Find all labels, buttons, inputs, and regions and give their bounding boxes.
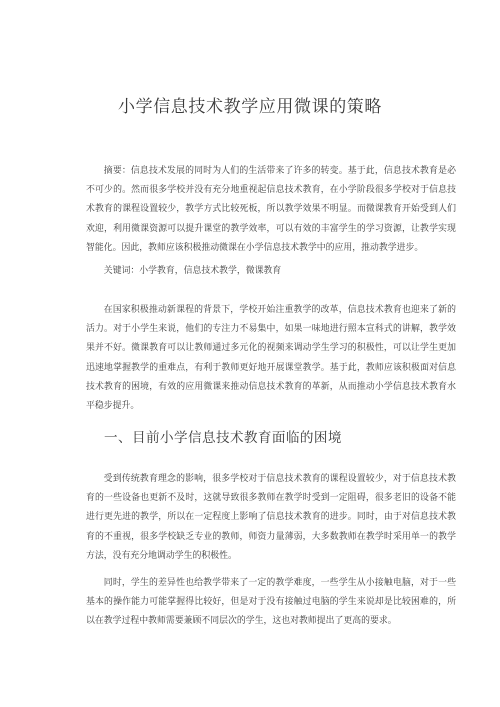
intro-paragraph: 在国家积极推动新课程的背景下，学校开始注重教学的改革，信息技术教育也迎来了新的活力。对于小学生来说，他们的专注力不易集中，如果一味地进行照本宣科式的讲解，教学效果并不好。微课教育可以让教师通过多元化的视频来调动学生学习的积极性，可以让学生更加迅速地掌握教学的重难点，有利于教师更好地开展课堂教学。基于此，教师应该积极面对信息技术教育的困境，有效的应用微课来推动信息技术教育的革新，从而推动小学信息技术教育水平稳步提升。 xyxy=(86,305,456,412)
abstract-paragraph: 摘要：信息技术发展的同时为人们的生活带来了许多的转变。基于此，信息技术教育是必不可少的。然而很多学校并没有充分地重视起信息技术教育，在小学阶段很多学校对于信息技术教育的课程设置较少，教学方式比较死板，所以教学效果不明显。而微课教育开始受到人们欢迎，利用微课资源可以提升课堂的教学效率，可以有效的丰富学生的学习资源，让教学实现智能化。因此，教师应该积极推动微课在小学信息技术教学中的应用，推动教学进步。 xyxy=(86,166,456,253)
keywords-line: 关键词：小学教育，信息技术教学，微课教育 xyxy=(103,266,282,276)
section-paragraph: 同时，学生的差异性也给教学带来了一定的教学难度，一些学生从小接触电脑，对于一些基本的操作能力可能掌握得比较好，但是对于没有接触过电脑的学生来说却是比较困难的，所以在教学过程中教师需要兼顾不同层次的学生，这也对教师提出了更高的要求。 xyxy=(86,578,456,627)
section-heading: 一、目前小学信息技术教育面临的困境 xyxy=(104,430,342,446)
document-title: 小学信息技术教学应用微课的策略 xyxy=(118,97,382,117)
section-paragraph: 受到传统教育理念的影响，很多学校对于信息技术教育的课程设置较少，对于信息技术教育的一些设备也更新不及时，这就导致很多教师在教学时受到一定阻碍，很多老旧的设备不能进行更先进的教学，所以在一定程度上影响了信息技术教育的进步。同时，由于对信息技术教育的不重视，很多学校缺乏专业的教师，师资力量薄弱，大多数教师在教学时采用单一的教学方法，没有充分地调动学生的积极性。 xyxy=(86,474,456,561)
